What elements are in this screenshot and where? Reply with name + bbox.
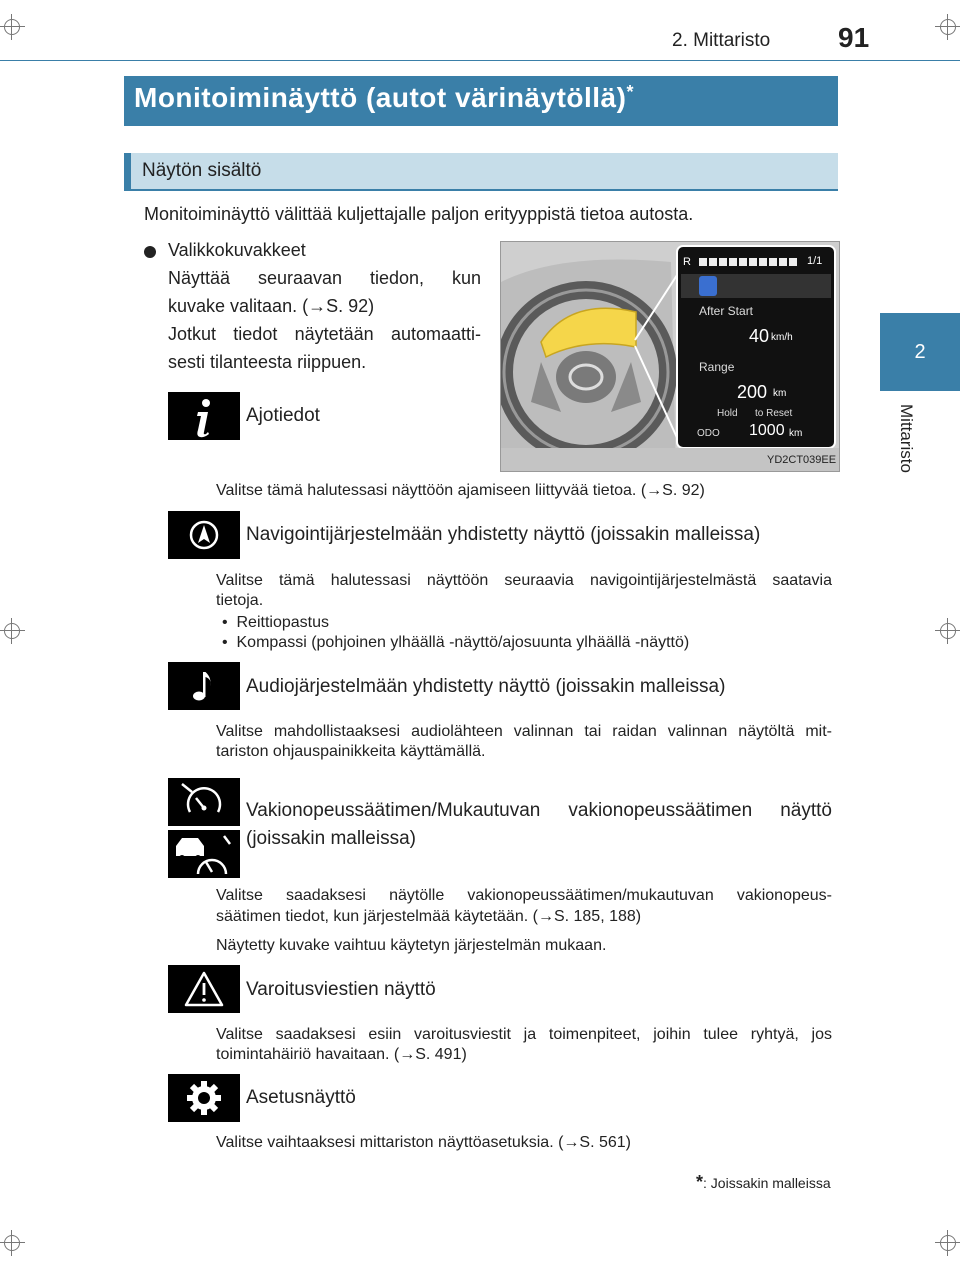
cruise-control-icon (168, 778, 240, 826)
page-title-text: Monitoiminäyttö (autot värinäytöllä) (134, 82, 627, 113)
navigation-icon (168, 511, 240, 559)
item-description: säätimen tiedot, kun järjestelmää käytetään. (→S. 185, 188) (216, 908, 642, 925)
footnote-text: : Joissakin malleissa (703, 1175, 831, 1191)
range-value: 200 (737, 382, 768, 402)
chapter-tab-label: Mittaristo (897, 404, 916, 473)
item-label: (joissakin malleissa) (246, 828, 416, 849)
menu-icons-line: Näyttää seuraavan tiedon, kun (168, 268, 481, 288)
menu-icons-line: sesti tilanteesta riippuen. (168, 352, 367, 372)
odo-label: ODO (697, 428, 720, 439)
title-footnote-star: * (626, 82, 634, 102)
reset-text: to Reset (755, 408, 793, 419)
adaptive-cruise-control-icon (168, 830, 240, 878)
list-item-text: Kompassi (pohjoinen ylhäällä -näyttö/ajosuunta ylhäällä -näyttö) (236, 634, 690, 651)
item-description: tariston ohjauspainikkeita käyttämällä. (216, 743, 486, 760)
item-label: Navigointijärjestelmään yhdistetty näyttö (joissakin malleissa) (246, 524, 761, 545)
section-subtitle: Näytön sisältö (142, 160, 262, 181)
after-start-label: After Start (699, 304, 754, 318)
item-description: Valitse tämä halutessasi näyttöön seuraavia navigointijärjestelmästä saatavia (216, 572, 832, 589)
item-description: Näytetty kuvake vaihtuu käytetyn järjestelmän mukaan. (216, 937, 607, 954)
menu-selected-icon (699, 276, 717, 296)
crop-mark (0, 1230, 25, 1256)
chapter-tab[interactable]: 2 (880, 313, 960, 391)
item-description: Valitse vaihtaaksesi mittariston näyttöasetuksia. (→S. 561) (216, 1134, 631, 1151)
menu-icons-heading: Valikkokuvakkeet (168, 240, 306, 260)
range-unit: km (773, 388, 787, 399)
odo-value: 1000 (749, 422, 785, 439)
bullet-icon (144, 246, 156, 258)
crop-mark (0, 618, 25, 644)
list-item: • Reittiopastus (222, 614, 329, 631)
odo-unit: km (789, 428, 803, 439)
intro-text: Monitoiminäyttö välittää kuljettajalle paljon erityyppistä tietoa autosta. (144, 204, 694, 224)
fuel-gauge (699, 258, 799, 266)
item-description: Valitse tämä halutessasi näyttöön ajamiseen liittyvää tietoa. (→S. 92) (216, 482, 705, 499)
page-number: 91 (838, 22, 870, 53)
gear-indicator: R (683, 256, 691, 268)
crop-mark (0, 14, 25, 40)
list-item-text: Reittiopastus (236, 614, 329, 631)
hold-text: Hold (717, 408, 738, 419)
item-label: Asetusnäyttö (246, 1087, 356, 1108)
crop-mark (935, 14, 960, 40)
item-description: Valitse mahdollistaaksesi audiolähteen valinnan tai raidan valinnan näytöltä mit- (216, 723, 832, 740)
page-indicator: 1/1 (807, 255, 823, 267)
menu-icons-line: kuvake valitaan. (→S. 92) (168, 296, 375, 316)
speed-unit: km/h (771, 332, 793, 343)
item-label: Ajotiedot (246, 405, 320, 426)
cluster-display (679, 248, 833, 446)
info-icon (168, 392, 240, 440)
menu-icons-block (168, 236, 481, 376)
speed-value: 40 (749, 326, 770, 346)
item-description: toimintahäiriö havaitaan. (→S. 491) (216, 1046, 467, 1063)
section-header: 2. Mittaristo (672, 30, 771, 51)
page-title (134, 82, 634, 114)
item-description: tietoja. (216, 592, 264, 609)
item-description: Valitse saadaksesi näytölle vakionopeussäätimen/mukautuvan vakionopeus- (216, 887, 832, 904)
music-note-icon (168, 662, 240, 710)
warning-icon (168, 965, 240, 1013)
crop-mark (935, 618, 960, 644)
subtitle-accent (124, 153, 131, 191)
gear-icon (168, 1074, 240, 1122)
list-item: • Kompassi (pohjoinen ylhäällä -näyttö/ajosuunta ylhäällä -näyttö) (222, 634, 690, 651)
item-label: Varoitusviestien näyttö (246, 979, 436, 1000)
footnote-star: * (696, 1172, 704, 1192)
footnote (696, 1172, 831, 1193)
item-label: Vakionopeussäätimen/Mukautuvan vakionopeussäätimen näyttö (246, 800, 832, 821)
crop-mark (935, 1230, 960, 1256)
image-code: YD2CT039EE (767, 454, 837, 466)
menu-icons-line: Jotkut tiedot näytetään automaatti- (168, 324, 481, 344)
range-label: Range (699, 360, 735, 374)
dashboard-illustration (500, 241, 840, 472)
item-label: Audiojärjestelmään yhdistetty näyttö (joissakin malleissa) (246, 676, 726, 697)
header-rule (0, 60, 960, 61)
item-description: Valitse saadaksesi esiin varoitusviestit ja toimenpiteet, joihin tulee ryhtyä, jos (216, 1026, 832, 1043)
